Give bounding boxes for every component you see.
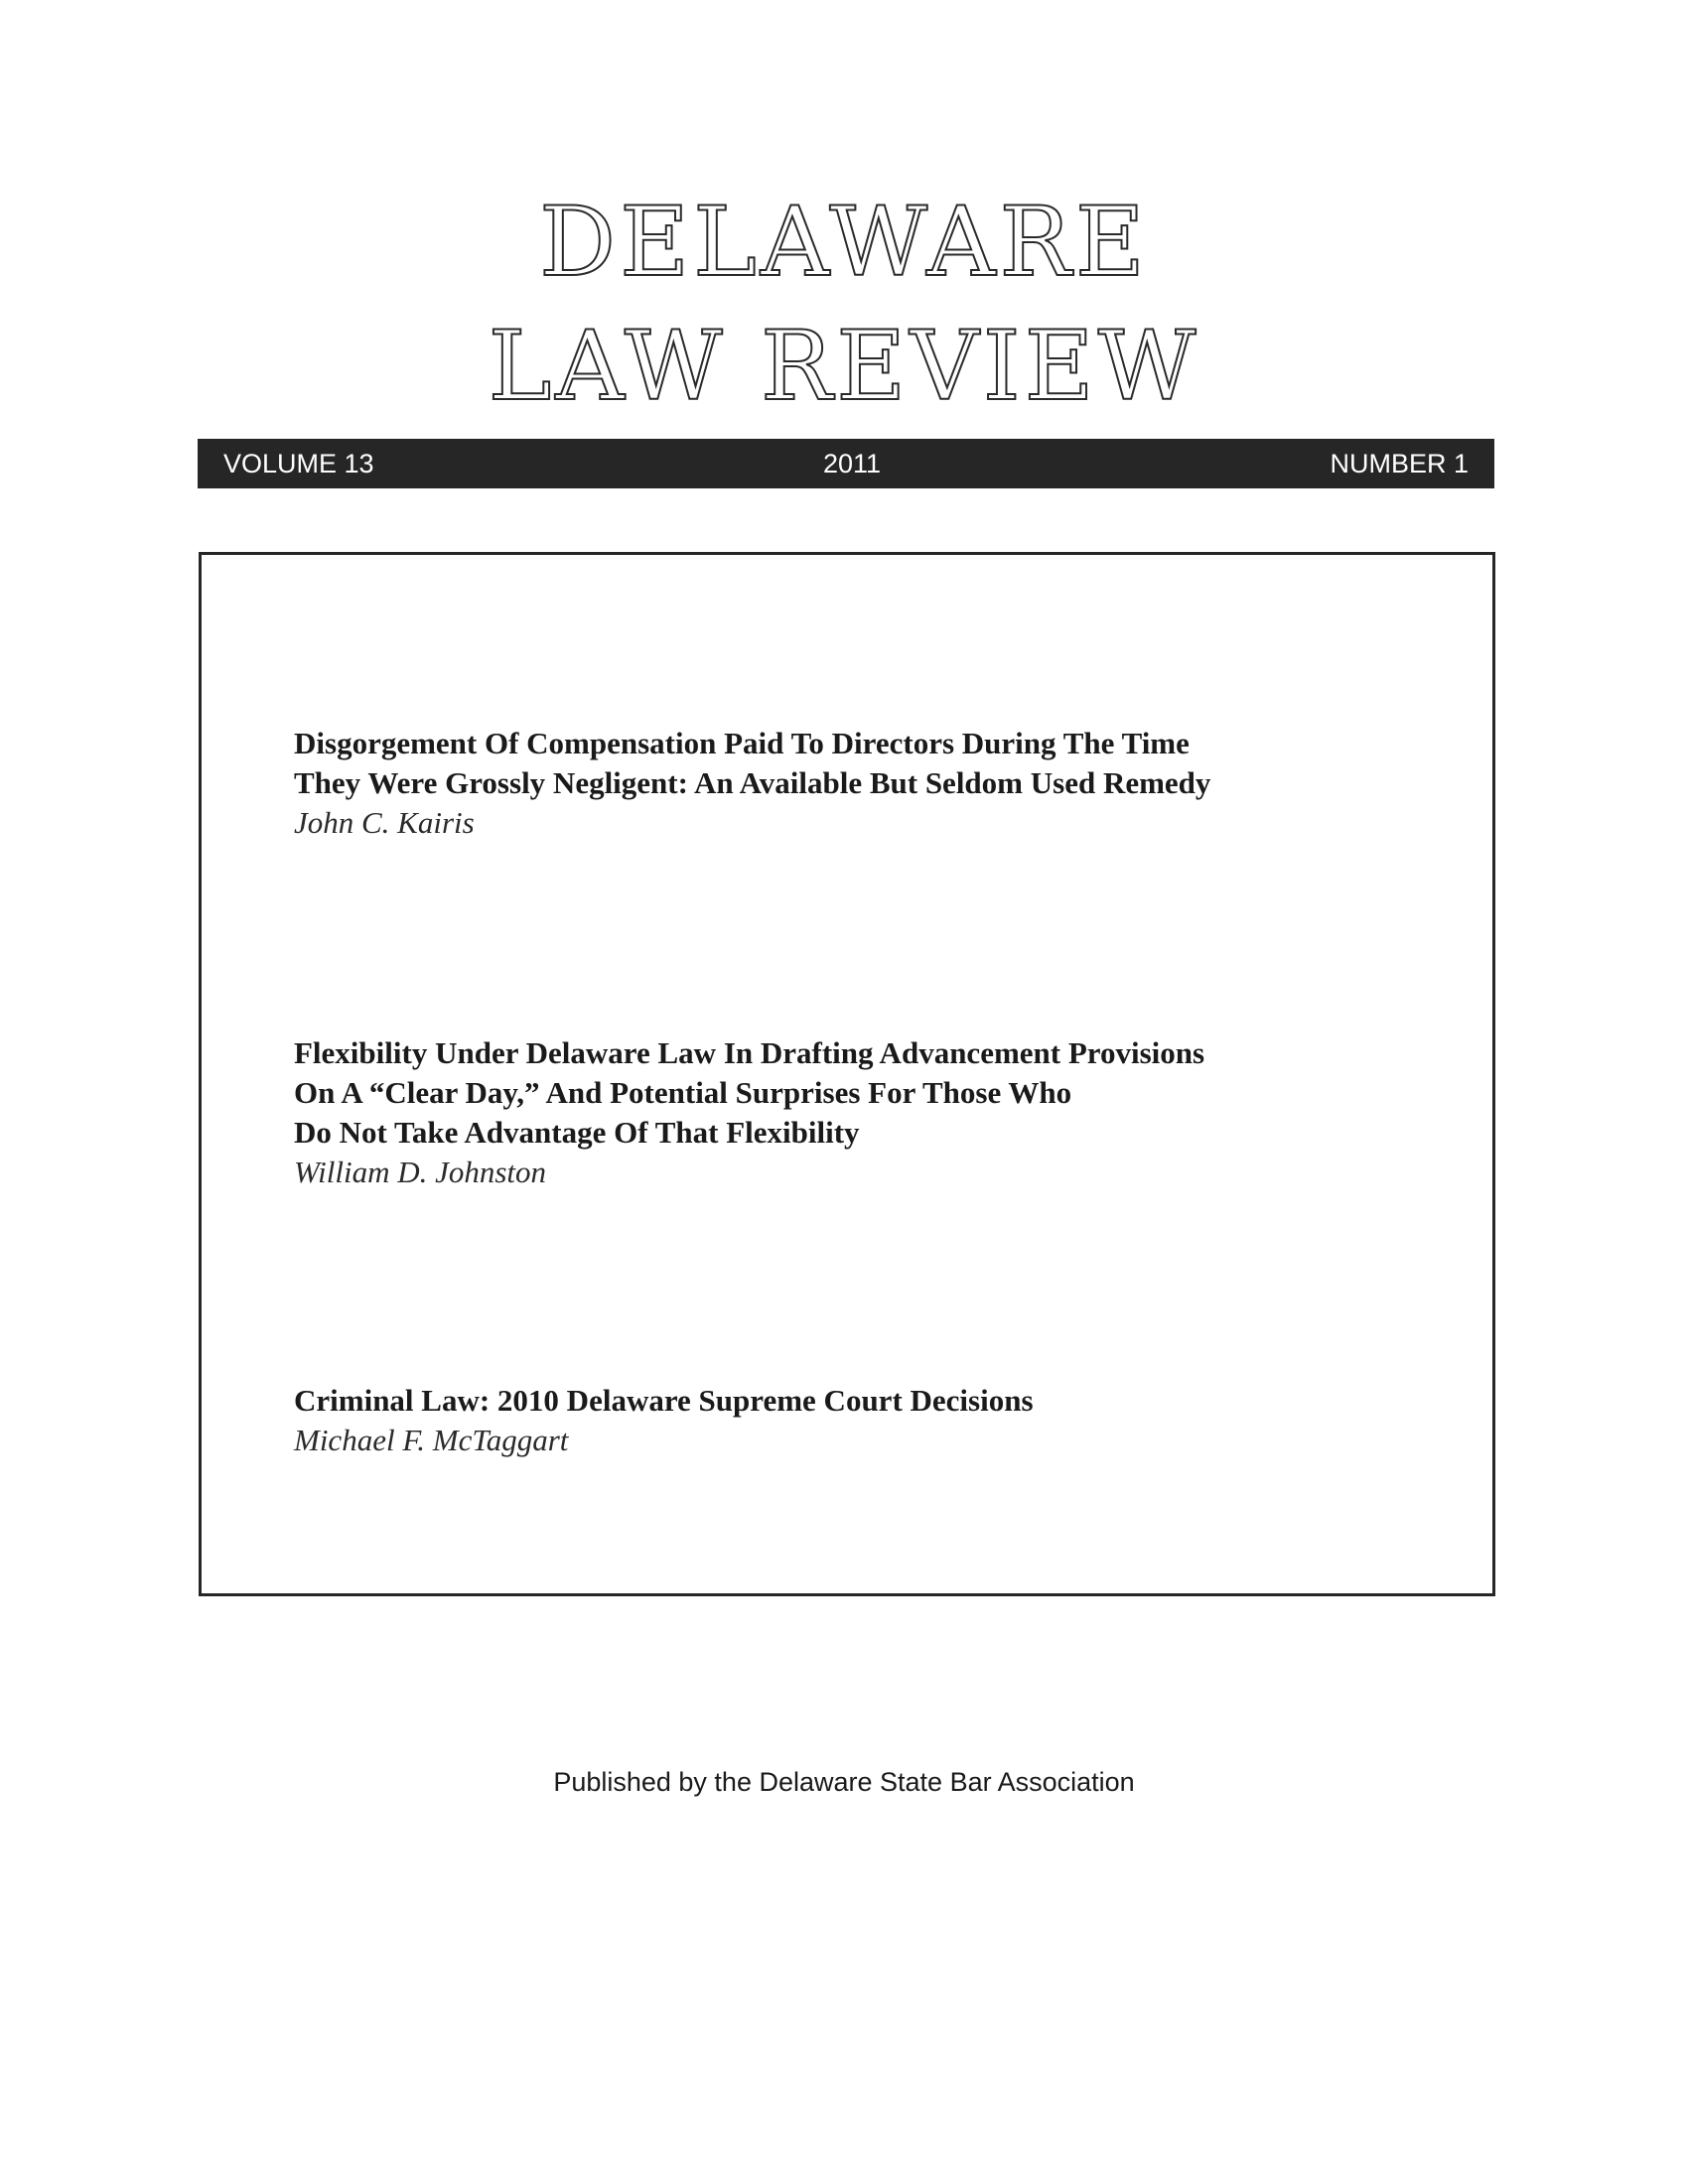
issue-info-bar <box>198 439 1494 488</box>
article-title <box>294 1381 1436 1421</box>
volume-label: VOLUME 13 <box>223 448 374 478</box>
article-entry <box>294 1381 1436 1460</box>
article-title <box>294 1033 1436 1153</box>
article-title-line: Flexibility Under Delaware Law In Drafting Advancement Provisions <box>294 1035 1205 1070</box>
article-title-line: On A “Clear Day,” And Potential Surprises For Those Who <box>294 1075 1072 1110</box>
article-title-line: They Were Grossly Negligent: An Available But Seldom Used Remedy <box>294 765 1211 800</box>
article-title-line: Do Not Take Advantage Of That Flexibility <box>294 1115 860 1150</box>
journal-title-line-2: LAW REVIEW <box>488 311 1200 422</box>
article-author: William D. Johnston <box>294 1155 547 1189</box>
article-entry <box>294 724 1436 843</box>
table-of-contents-box <box>199 552 1495 1596</box>
journal-title-line-1: DELAWARE <box>539 187 1149 298</box>
article-author: John C. Kairis <box>294 805 475 840</box>
year-label: 2011 <box>822 448 882 478</box>
article-author: Michael F. McTaggart <box>294 1423 569 1457</box>
number-label: NUMBER 1 <box>1330 448 1469 478</box>
article-title-line: Criminal Law: 2010 Delaware Supreme Court Decisions <box>294 1383 1034 1418</box>
article-entry <box>294 1033 1436 1192</box>
article-title <box>294 724 1436 803</box>
article-title-line: Disgorgement Of Compensation Paid To Directors During The Time <box>294 726 1190 760</box>
publisher-line: Published by the Delaware State Bar Association <box>553 1767 1135 1797</box>
